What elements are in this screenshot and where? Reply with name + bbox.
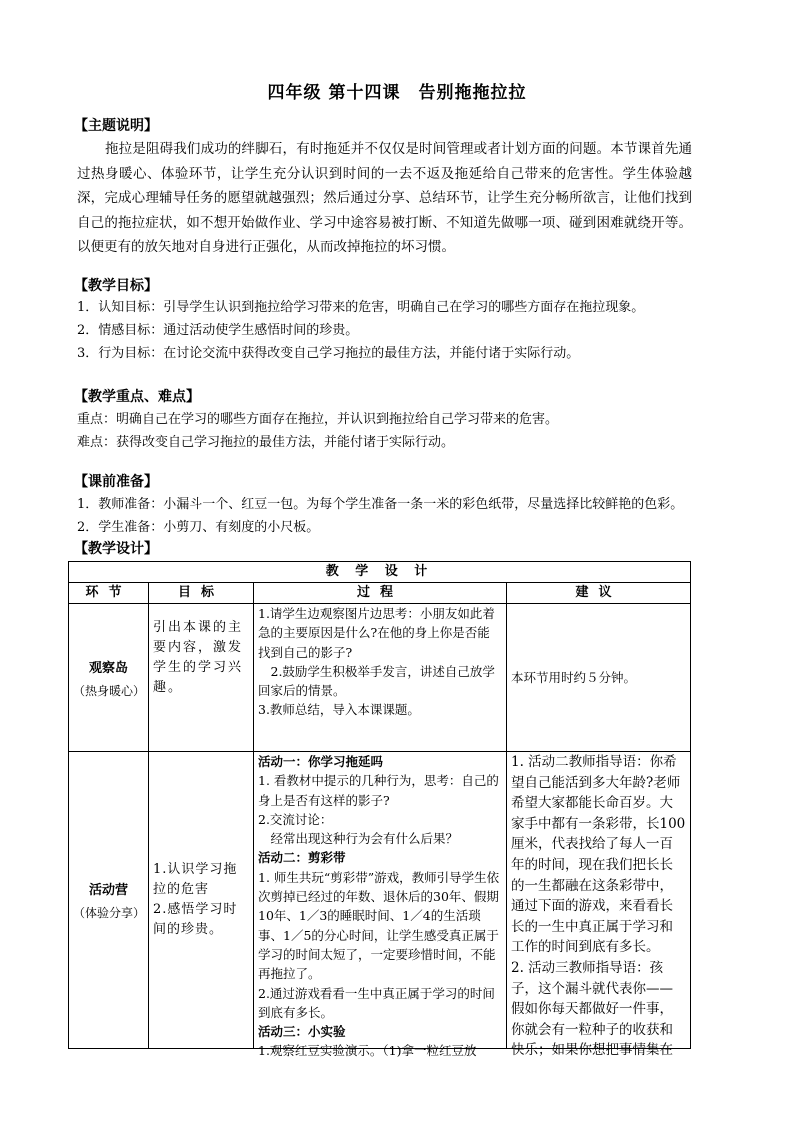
- goal-text: 引出本课的主要内容，激发学生的学习兴趣。: [153, 620, 244, 695]
- stage-subtitle: （热身暖心）: [73, 683, 146, 698]
- stage-name: 观察岛: [88, 660, 128, 676]
- process-step: 经常出现这种行为会有什么后果？: [258, 831, 459, 847]
- theme-heading: 【主题说明】: [74, 118, 158, 134]
- design-heading: 【教学设计】: [74, 541, 158, 557]
- process-step: 2.交流讨论：: [258, 811, 333, 827]
- activity-title: 活动一：你学习拖延吗: [258, 754, 384, 769]
- keypoints-heading: 【教学重点、难点】: [74, 389, 200, 405]
- table-caption: 教 学 设 计: [69, 562, 691, 583]
- advice-text: 1. 活动二教师指导语：你希望自己能活到多大年龄?老师希望大家都能长命百岁。大家手中都有一条彩带，长100厘米，代表找给了每人一百年的时间，现在我们把长长的一生都融在这条彩带中，通过下面的游戏，来看看长长的一生中真正属于学习和工作的时间到底有多长。: [511, 754, 686, 956]
- advice-text: 本环节用时约５分钟。: [511, 669, 637, 685]
- goals-heading: 【教学目标】: [74, 278, 158, 294]
- stage-subtitle: （体验分享）: [73, 906, 146, 920]
- process-cell: [254, 604, 507, 752]
- process-step: 2.鼓励学生积极举手发言，讲述自己放学回家后的情景。: [258, 663, 495, 699]
- keypoint-item: 难点：获得改变自己学习拖拉的最佳方法，并能付诸于实际行动。: [77, 435, 455, 450]
- prep-heading: 【课前准备】: [74, 474, 158, 490]
- goal-cell: [149, 604, 254, 752]
- teaching-design-table: [68, 561, 691, 1059]
- goal-line: 1.认识学习拖拉的危害: [153, 862, 238, 897]
- advice-cell: [507, 604, 691, 752]
- activity-title: 活动三：小实验: [258, 1024, 346, 1040]
- advice-cell: [507, 752, 691, 1059]
- table-row: [69, 752, 691, 1049]
- process-step: 2.通过游戏看看一生中真正属于学习的时间到底有多长。: [258, 985, 495, 1020]
- process-step: 3.教师总结，导入本课课题。: [258, 702, 420, 718]
- table-row: [69, 604, 691, 752]
- goal-line: 2.感悟学习时间的珍贵。: [153, 902, 238, 937]
- column-header: 建议: [507, 583, 691, 604]
- prep-item: 1．教师准备：小漏斗一个、红豆一包。为每个学生准备一条一米的彩色纸带，尽量选择比较鲜艳的色彩。: [77, 497, 684, 512]
- goal-cell: [149, 752, 254, 1049]
- stage-cell: [69, 752, 149, 1049]
- column-header: 环节: [69, 583, 149, 604]
- theme-paragraph: 拖拉是阻碍我们成功的绊脚石，有时拖延并不仅仅是时间管理或者计划方面的问题。本节课首先通过热身暖心、体验环节，让学生充分认识到时间的一去不返及拖延给自己带来的危害性。学生体验越深，完成心理辅导任务的愿望就越强烈；然后通过分享、总结环节，让学生充分畅所欲言，让他们找到自己的拖拉症状，如不想开始做作业、学习中途容易被打断、不知道先做哪一项、碰到困难就绕开等。以便更有的放矢地对自身进行正强化，从而改掉拖拉的坏习惯。: [77, 141, 692, 255]
- goal-item: 3．行为目标：在讨论交流中获得改变自己学习拖拉的最佳方法，并能付诸于实际行动。: [77, 346, 580, 361]
- column-header: 目标: [149, 583, 254, 604]
- process-step: 1. 师生共玩“剪彩带”游戏，教师引导学生依次剪掉已经过的年数、退休后的30年、假期10年、1／3的睡眠时间、1／4的生活琐事、1／5的分心时间，让学生感受真正属于学习的时间太短了，一定要珍惜时间，不能再拖拉了。: [258, 869, 500, 982]
- keypoint-item: 重点：明确自己在学习的哪些方面存在拖拉，并认识到拖拉给自己学习带来的危害。: [77, 412, 559, 427]
- process-step: 1.观察红豆实验演示。（1)拿一粒红豆放: [258, 1043, 477, 1059]
- lesson-title: 四年级 第十四课 告别拖拖拉拉: [267, 83, 527, 103]
- prep-item: 2．学生准备：小剪刀、有刻度的小尺板。: [77, 520, 320, 535]
- goal-item: 1．认知目标：引导学生认识到拖拉给学习带来的危害，明确自己在学习的哪些方面存在拖拉现象。: [77, 300, 645, 315]
- stage-cell: [69, 604, 149, 752]
- goal-item: 2．情感目标：通过活动使学生感悟时间的珍贵。: [77, 323, 359, 338]
- process-cell: [254, 752, 507, 1059]
- activity-title: 活动二：剪彩带: [258, 850, 346, 866]
- column-header: 过程: [254, 583, 507, 604]
- process-step: 1.请学生边观察图片边思考：小朋友如此着急的主要原因是什么?在他的身上你是否能找到自己的影子?: [258, 606, 495, 660]
- advice-text: 2. 活动三教师指导语：孩子，这个漏斗就代表你——假如你每天都做好一件事，你就会有一粒种子的收获和快乐；如果你想把事情集在: [511, 959, 673, 1059]
- process-step: 1. 看教材中提示的几种行为，思考：自己的身上是否有这样的影子?: [258, 773, 499, 808]
- stage-name: 活动营: [88, 883, 128, 898]
